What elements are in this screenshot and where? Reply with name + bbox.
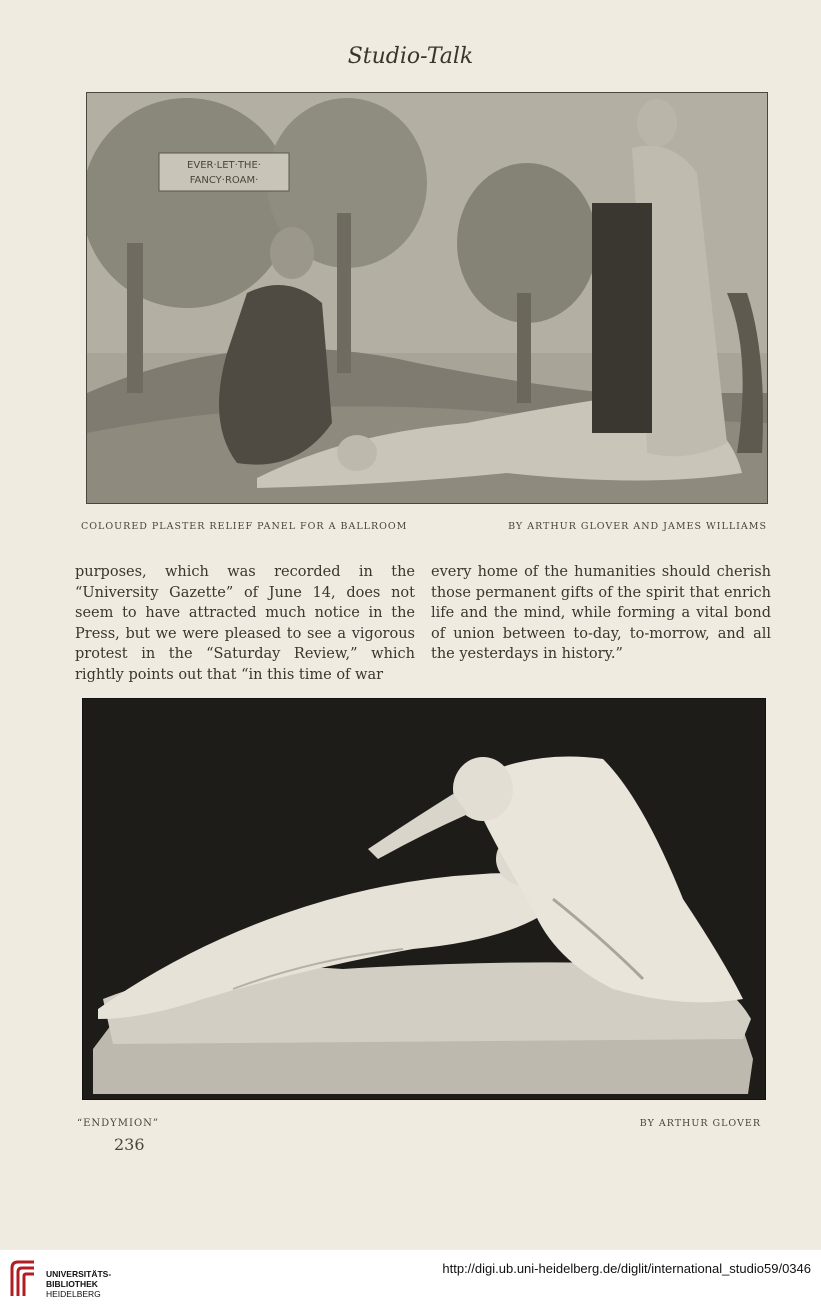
scroll-text-line2: FANCY·ROAM· — [189, 175, 259, 186]
library-name-line1: UNIVERSITÄTS- — [46, 1269, 112, 1279]
top-plate-caption-left: COLOURED PLASTER RELIEF PANEL FOR A BALLROOM — [81, 521, 408, 532]
relief-panel-illustration — [87, 93, 767, 503]
library-name-line2: BIBLIOTHEK — [46, 1279, 98, 1289]
library-name-line3: HEIDELBERG — [46, 1289, 101, 1299]
running-title: Studio-Talk — [347, 44, 474, 69]
source-url-link[interactable]: http://digi.ub.uni-heidelberg.de/diglit/international_studio59/0346 — [442, 1261, 811, 1276]
relief-panel-image — [86, 92, 768, 504]
library-logo[interactable] — [8, 1258, 128, 1302]
body-text-right-column: every home of the humanities should cherish those permanent gifts of the spirit that enrich life and the mind, while forming a vital bond of union between to-day, to-morrow, and all the yesterdays in history.” — [431, 564, 771, 663]
library-logo-icon — [8, 1258, 38, 1298]
top-plate-caption-right: BY ARTHUR GLOVER AND JAMES WILLIAMS — [508, 521, 767, 532]
bottom-plate-caption-right: BY ARTHUR GLOVER — [639, 1118, 761, 1129]
page-number: 236 — [114, 1135, 145, 1154]
body-text-left-column: purposes, which was recorded in the “University Gazette” of June 14, does not seem to have attracted much notice in the Press, but we were pleased to see a vigorous protest in the “Saturday Review,” which rightly points out that “in this time of war — [75, 564, 415, 683]
scroll-text-line1: EVER·LET·THE· — [187, 160, 261, 171]
endymion-sculpture-illustration — [83, 699, 765, 1099]
library-footer — [0, 1250, 821, 1309]
bottom-plate-caption-left: “ENDYMION” — [77, 1118, 160, 1129]
endymion-sculpture-image — [82, 698, 766, 1100]
